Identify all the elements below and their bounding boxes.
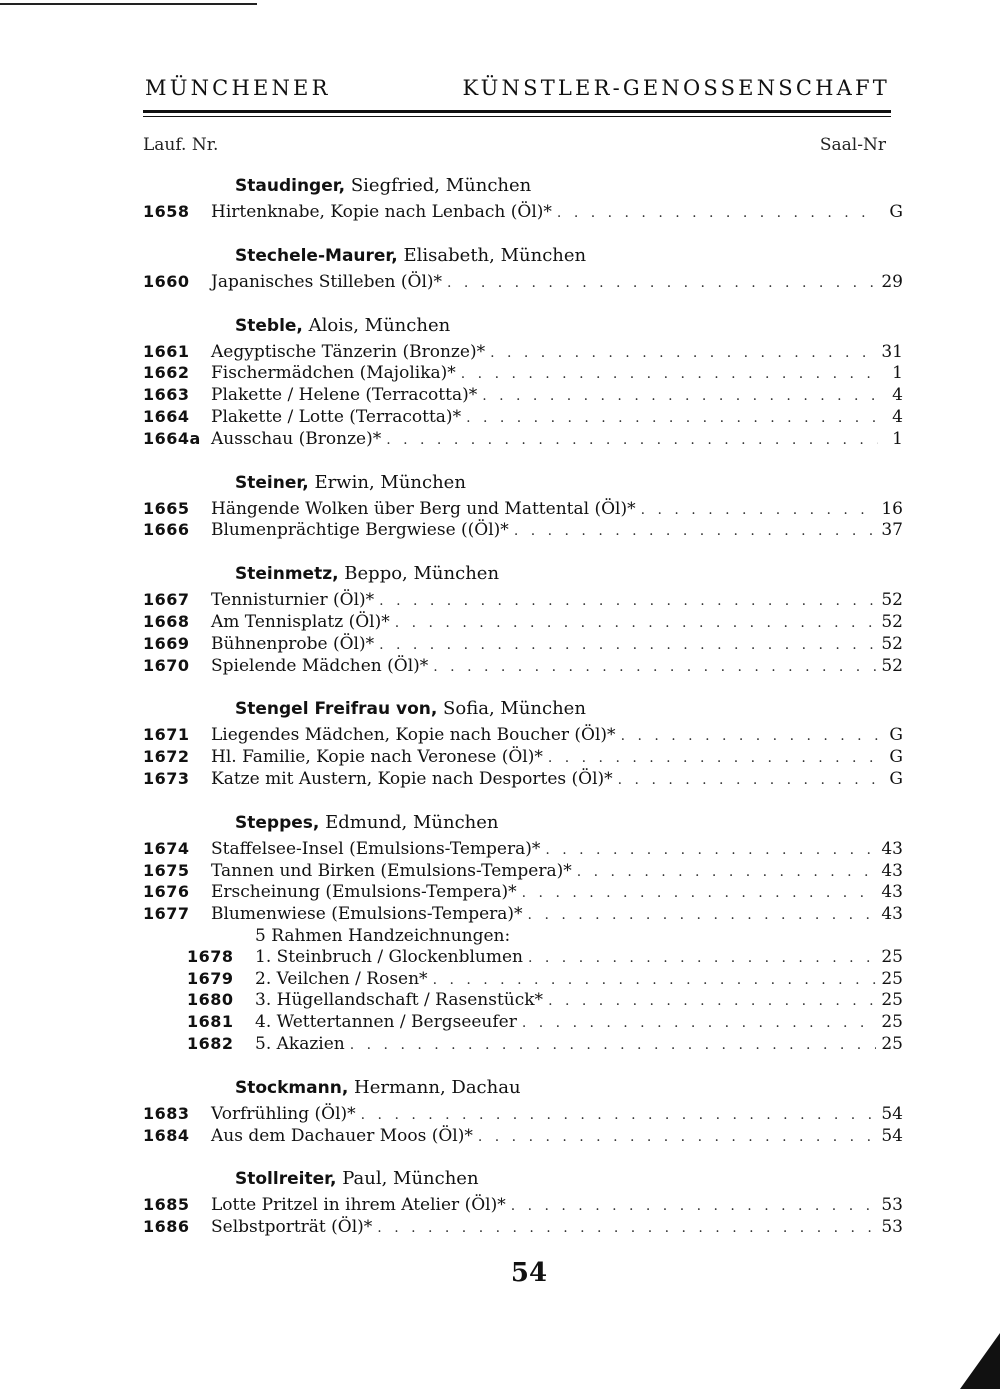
catalog-entry [143,947,903,969]
dot-leader [379,591,876,612]
entry-number: 1663 [143,385,190,405]
column-header-lauf-nr: Lauf. Nr. [143,135,219,155]
dot-leader [478,1127,876,1148]
artist-detail: Elisabeth, München [403,244,587,266]
dot-leader [350,1035,877,1056]
page-corner-mark [960,1333,1000,1389]
entry-title: Blumenwiese (Emulsions-Tempera)* [211,904,523,925]
entry-number: 1685 [143,1195,190,1215]
entry-number: 1681 [187,1012,234,1032]
entry-room: 43 [881,838,903,859]
entry-room: G [889,768,903,789]
catalog-entry [143,385,903,407]
entry-number: 1676 [143,882,190,902]
entry-number: 1682 [187,1033,234,1053]
entry-room: 52 [881,633,903,654]
entry-title: 4. Wettertannen / Bergseeufer [255,1012,517,1033]
dot-leader [577,862,877,883]
catalog-list [143,170,903,1239]
entry-room: 37 [881,520,903,541]
catalog-entry [143,990,903,1012]
catalog-entry [143,882,903,904]
entry-room: 54 [881,1103,903,1124]
entry-room: 52 [881,655,903,676]
entry-room: G [889,202,903,222]
entry-number: 1670 [143,655,190,675]
catalog-entry [143,1012,903,1034]
artist-heading [143,697,903,721]
artist-name: Steble, [235,315,303,336]
entry-title: Am Tennisplatz (Öl)* [211,611,390,632]
artist-detail: Erwin, München [314,471,466,493]
entry-title: Erscheinung (Emulsions-Tempera)* [211,882,517,903]
entry-number: 1683 [143,1103,190,1123]
entry-title: Bühnenprobe (Öl)* [211,633,375,654]
entry-number: 1669 [143,633,190,653]
dot-leader [514,521,877,542]
entry-number: 1660 [143,271,190,291]
dot-leader [386,430,878,451]
entry-number: 1674 [143,838,190,858]
entry-room: 25 [881,1033,903,1054]
entry-title: Staffelsee-Insel (Emulsions-Tempera)* [211,838,541,859]
artist-heading [143,244,903,268]
entry-title: Ausschau (Bronze)* [211,428,382,449]
catalog-entry [143,363,903,385]
entry-room: G [889,747,903,768]
catalog-entry [143,429,903,451]
dot-leader [641,500,877,521]
catalog-entry [143,861,903,883]
dot-leader [395,613,877,634]
catalog-entry [143,1126,903,1148]
entry-title: Plakette / Lotte (Terracotta)* [211,406,462,427]
catalog-entry [143,634,903,656]
dot-leader [618,770,878,791]
entry-title: Liegendes Mädchen, Kopie nach Boucher (Öl)* [211,725,616,746]
artist-name: Stengel Freifrau von, [235,699,438,720]
dot-leader [466,408,878,429]
catalog-entry [143,499,903,521]
artist-name: Stockmann, [235,1077,349,1098]
entry-room: 25 [881,1012,903,1033]
entry-title: Aus dem Dachauer Moos (Öl)* [211,1125,473,1146]
entry-room: 43 [881,860,903,881]
entry-title: Lotte Pritzel in ihrem Atelier (Öl)* [211,1195,506,1216]
entry-number: 1675 [143,860,190,880]
entry-title: 2. Veilchen / Rosen* [255,968,428,989]
artist-heading [143,1076,903,1100]
catalog-entry [143,272,903,294]
dot-leader [482,386,878,407]
catalog-entry [143,202,903,224]
dot-leader [522,1013,876,1034]
artist-name: Steinmetz, [235,564,339,585]
entry-title: Katze mit Austern, Kopie nach Desportes (Öl)* [211,768,613,789]
catalog-entry [143,725,903,747]
dot-leader [548,748,878,769]
artist-name: Steiner, [235,472,309,493]
catalog-entry [143,1034,903,1056]
dot-leader [511,1196,877,1217]
entry-room: 29 [881,271,903,292]
artist-detail: Edmund, München [325,811,499,833]
header-rule-thick [143,110,891,113]
entry-title: Hängende Wolken über Berg und Mattental (Öl)* [211,498,636,519]
catalog-entry [143,1217,903,1239]
catalog-entry [143,612,903,634]
entry-number: 1680 [187,990,234,1010]
catalog-entry [143,342,903,364]
entry-room: 25 [881,990,903,1011]
entry-number: 1664 [143,406,190,426]
entry-room: 1 [892,428,903,449]
entry-room: 4 [892,406,903,427]
entry-room: 53 [881,1217,903,1238]
artist-detail: Beppo, München [344,563,500,585]
entry-title: Spielende Mädchen (Öl)* [211,655,429,676]
entry-number: 1658 [143,202,190,221]
catalog-entry [143,407,903,429]
artist-heading [143,1167,903,1191]
dot-leader [548,991,876,1012]
dot-leader [447,273,876,294]
catalog-entry [143,1104,903,1126]
entry-title: Blumenprächtige Bergwiese ((Öl)* [211,520,509,541]
artist-heading [143,562,903,586]
dot-leader [433,657,876,678]
entry-room: 4 [892,385,903,406]
dot-leader [377,1218,876,1239]
artist-name: Steppes, [235,812,320,833]
entry-number: 1662 [143,363,190,383]
entry-title: Vorfrühling (Öl)* [211,1103,356,1124]
entry-number: 1661 [143,341,190,361]
entry-room: 25 [881,968,903,989]
dot-leader [621,726,878,747]
entry-number: 1684 [143,1125,190,1145]
entry-number: 1671 [143,725,190,745]
entry-room: 52 [881,611,903,632]
catalog-entry [143,520,903,542]
entry-room: 1 [892,363,903,384]
catalog-entry [143,747,903,769]
artist-heading [143,471,903,495]
entry-title: Selbstporträt (Öl)* [211,1217,373,1238]
artist-heading [143,811,903,835]
entry-number: 1679 [187,968,234,988]
dot-leader [528,905,877,926]
entry-room: 16 [881,498,903,519]
entry-title: Hl. Familie, Kopie nach Veronese (Öl)* [211,747,543,768]
entry-room: 54 [881,1125,903,1146]
artist-name: Stollreiter, [235,1169,337,1190]
catalog-entry [143,769,903,791]
entry-title: Japanisches Stilleben (Öl)* [211,271,443,292]
entry-room: 31 [881,341,903,362]
entry-number: 1666 [143,520,190,540]
dot-leader [528,948,876,969]
entry-number: 1673 [143,768,190,788]
catalog-entry [143,969,903,991]
entry-room: 43 [881,904,903,925]
artist-detail: Alois, München [308,314,451,336]
subheading: 5 Rahmen Handzeichnungen: [255,925,511,946]
entry-number: 1672 [143,747,190,767]
catalog-entry [143,656,903,678]
artist-detail: Sofia, München [443,698,586,720]
artist-detail: Hermann, Dachau [354,1076,521,1098]
artist-heading [143,174,903,198]
entry-number: 1678 [187,946,234,966]
entry-title: 5. Akazien [255,1033,345,1054]
entry-title: 1. Steinbruch / Glockenblumen [255,946,523,967]
dot-leader [522,883,877,904]
entry-title: Aegyptische Tänzerin (Bronze)* [211,341,486,362]
header-rule-thin [143,116,891,117]
entry-number: 1677 [143,904,190,924]
artist-name: Staudinger, [235,176,346,196]
entry-number: 1668 [143,611,190,631]
dot-leader [361,1105,877,1126]
catalog-entry [143,590,903,612]
entry-number: 1686 [143,1217,190,1237]
dot-leader [557,203,878,224]
entry-room: 43 [881,882,903,903]
entry-number: 1665 [143,498,190,518]
entry-room: 53 [881,1195,903,1216]
entry-room: G [889,725,903,746]
catalog-entry [143,839,903,861]
column-header-saal-nr: Saal-Nr [819,135,886,155]
catalog-entry [143,904,903,926]
dot-leader [433,970,877,991]
page-number: 54 [510,1258,548,1288]
entry-room: 52 [881,590,903,611]
top-edge-line [0,3,257,5]
page-title: MÜNCHENER KÜNSTLER-GENOSSENSCHAFT [145,76,890,100]
artist-heading [143,314,903,338]
entry-title: Tannen und Birken (Emulsions-Tempera)* [211,860,572,881]
dot-leader [379,635,876,656]
catalog-entry [143,1195,903,1217]
dot-leader [461,364,878,385]
entry-title: Plakette / Helene (Terracotta)* [211,385,478,406]
dot-leader [545,840,876,861]
entry-room: 25 [881,946,903,967]
entry-title: Hirtenknabe, Kopie nach Lenbach (Öl)* [211,202,552,222]
entry-title: Tennisturnier (Öl)* [211,590,375,611]
dot-leader [490,343,876,364]
artist-detail: Paul, München [342,1168,479,1190]
entry-number: 1664a [143,428,201,448]
artist-detail: Siegfried, München [350,175,532,196]
entry-title: Fischermädchen (Majolika)* [211,363,456,384]
entry-title: 3. Hügellandschaft / Rasenstück* [255,990,544,1011]
entry-number: 1667 [143,590,190,610]
artist-name: Stechele-Maurer, [235,245,398,266]
